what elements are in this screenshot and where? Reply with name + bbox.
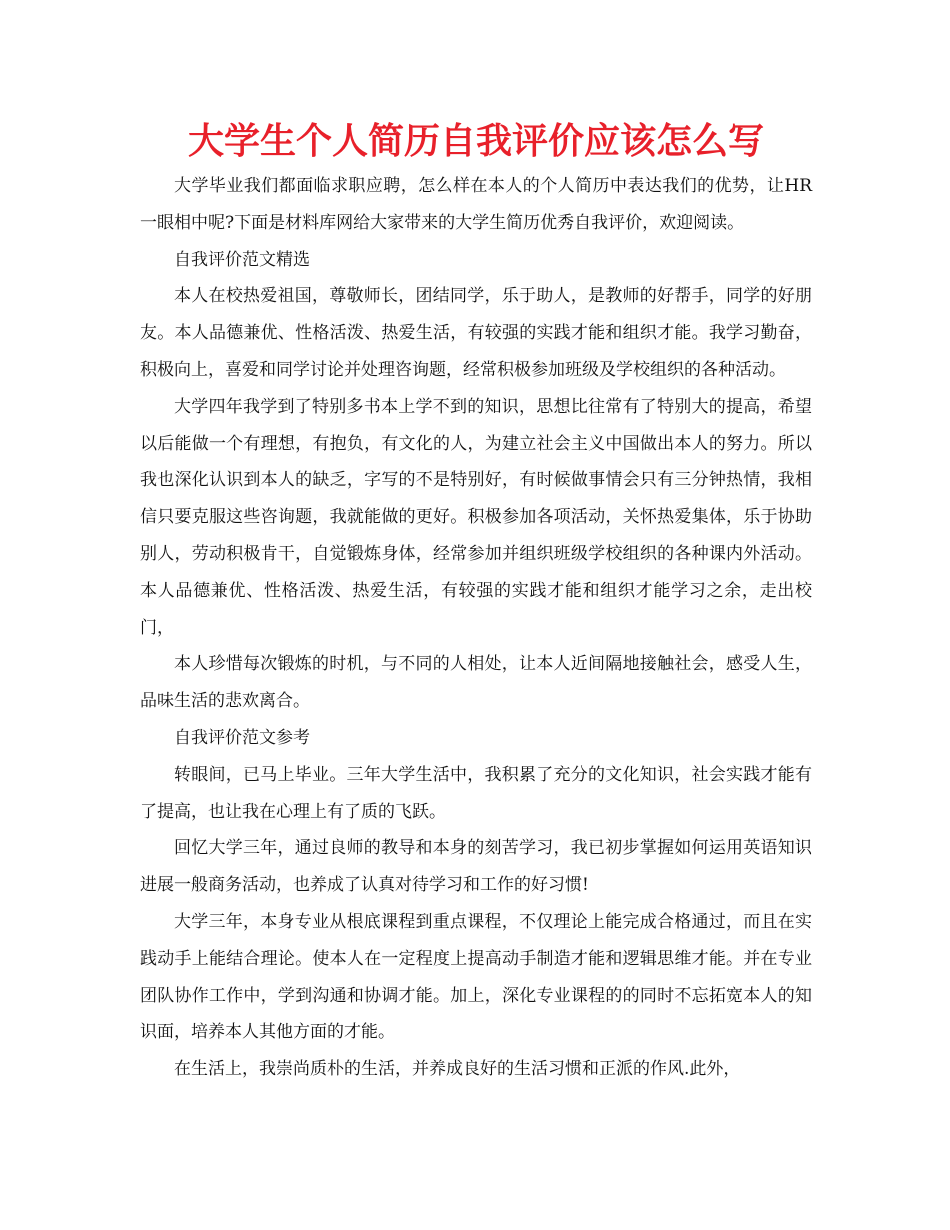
document-page [140,118,812,1088]
body-paragraph: 本人在校热爱祖国，尊敬师长，团结同学，乐于助人，是教师的好帮手，同学的好朋友。本人品德兼优、性格活泼、热爱生活，有较强的实践才能和组织才能。我学习勤奋，积极向上，喜爱和同学讨论并处理咨询题，经常积极参加班级及学校组织的各种活动。 [140,286,812,380]
body-paragraph: 大学三年，本身专业从根底课程到重点课程，不仅理论上能完成合格通过，而且在实践动手上能结合理论。使本人在一定程度上提高动手制造才能和逻辑思维才能。并在专业团队协作工作中，学到沟通和协调才能。加上，深化专业课程的的同时不忘拓宽本人的知识面，培养本人其他方面的才能。 [140,911,812,1043]
body-paragraph: 转眼间，已马上毕业。三年大学生活中，我积累了充分的文化知识，社会实践才能有了提高，也让我在心理上有了质的飞跃。 [140,764,812,822]
section-heading-selected: 自我评价范文精选 [174,249,310,270]
body-paragraph: 在生活上，我崇尚质朴的生活，并养成良好的生活习惯和正派的作风.此外， [174,1059,741,1080]
intro-paragraph: 大学毕业我们都面临求职应聘，怎么样在本人的个人简历中表达我们的优势，让HR一眼相中呢?下面是材料库网给大家带来的大学生简历优秀自我评价，欢迎阅读。 [140,176,812,233]
body-paragraph: 回忆大学三年，通过良师的教导和本身的刻苦学习，我已初步掌握如何运用英语知识进展一般商务活动，也养成了认真对待学习和工作的好习惯! [140,838,812,896]
document-title: 大学生个人简历自我评价应该怎么写 [187,121,764,162]
body-paragraph: 大学四年我学到了特别多书本上学不到的知识，思想比往常有了特别大的提高，希望以后能做一个有理想，有抱负，有文化的人，为建立社会主义中国做出本人的努力。所以我也深化认识到本人的缺乏，字写的不是特别好，有时候做事情会只有三分钟热情，我相信只要克服这些咨询题，我就能做的更好。积极参加各项活动，关怀热爱集体，乐于协助别人，劳动积极肯干，自觉锻炼身体，经常参加并组织班级学校组织的各种课内外活动。本人品德兼优、性格活泼、热爱生活，有较强的实践才能和组织才能学习之余，走出校门， [140,396,812,638]
body-paragraph: 本人珍惜每次锻炼的时机，与不同的人相处，让本人近间隔地接触社会，感受人生，品味生活的悲欢离合。 [140,654,812,712]
section-heading-reference: 自我评价范文参考 [174,727,310,748]
